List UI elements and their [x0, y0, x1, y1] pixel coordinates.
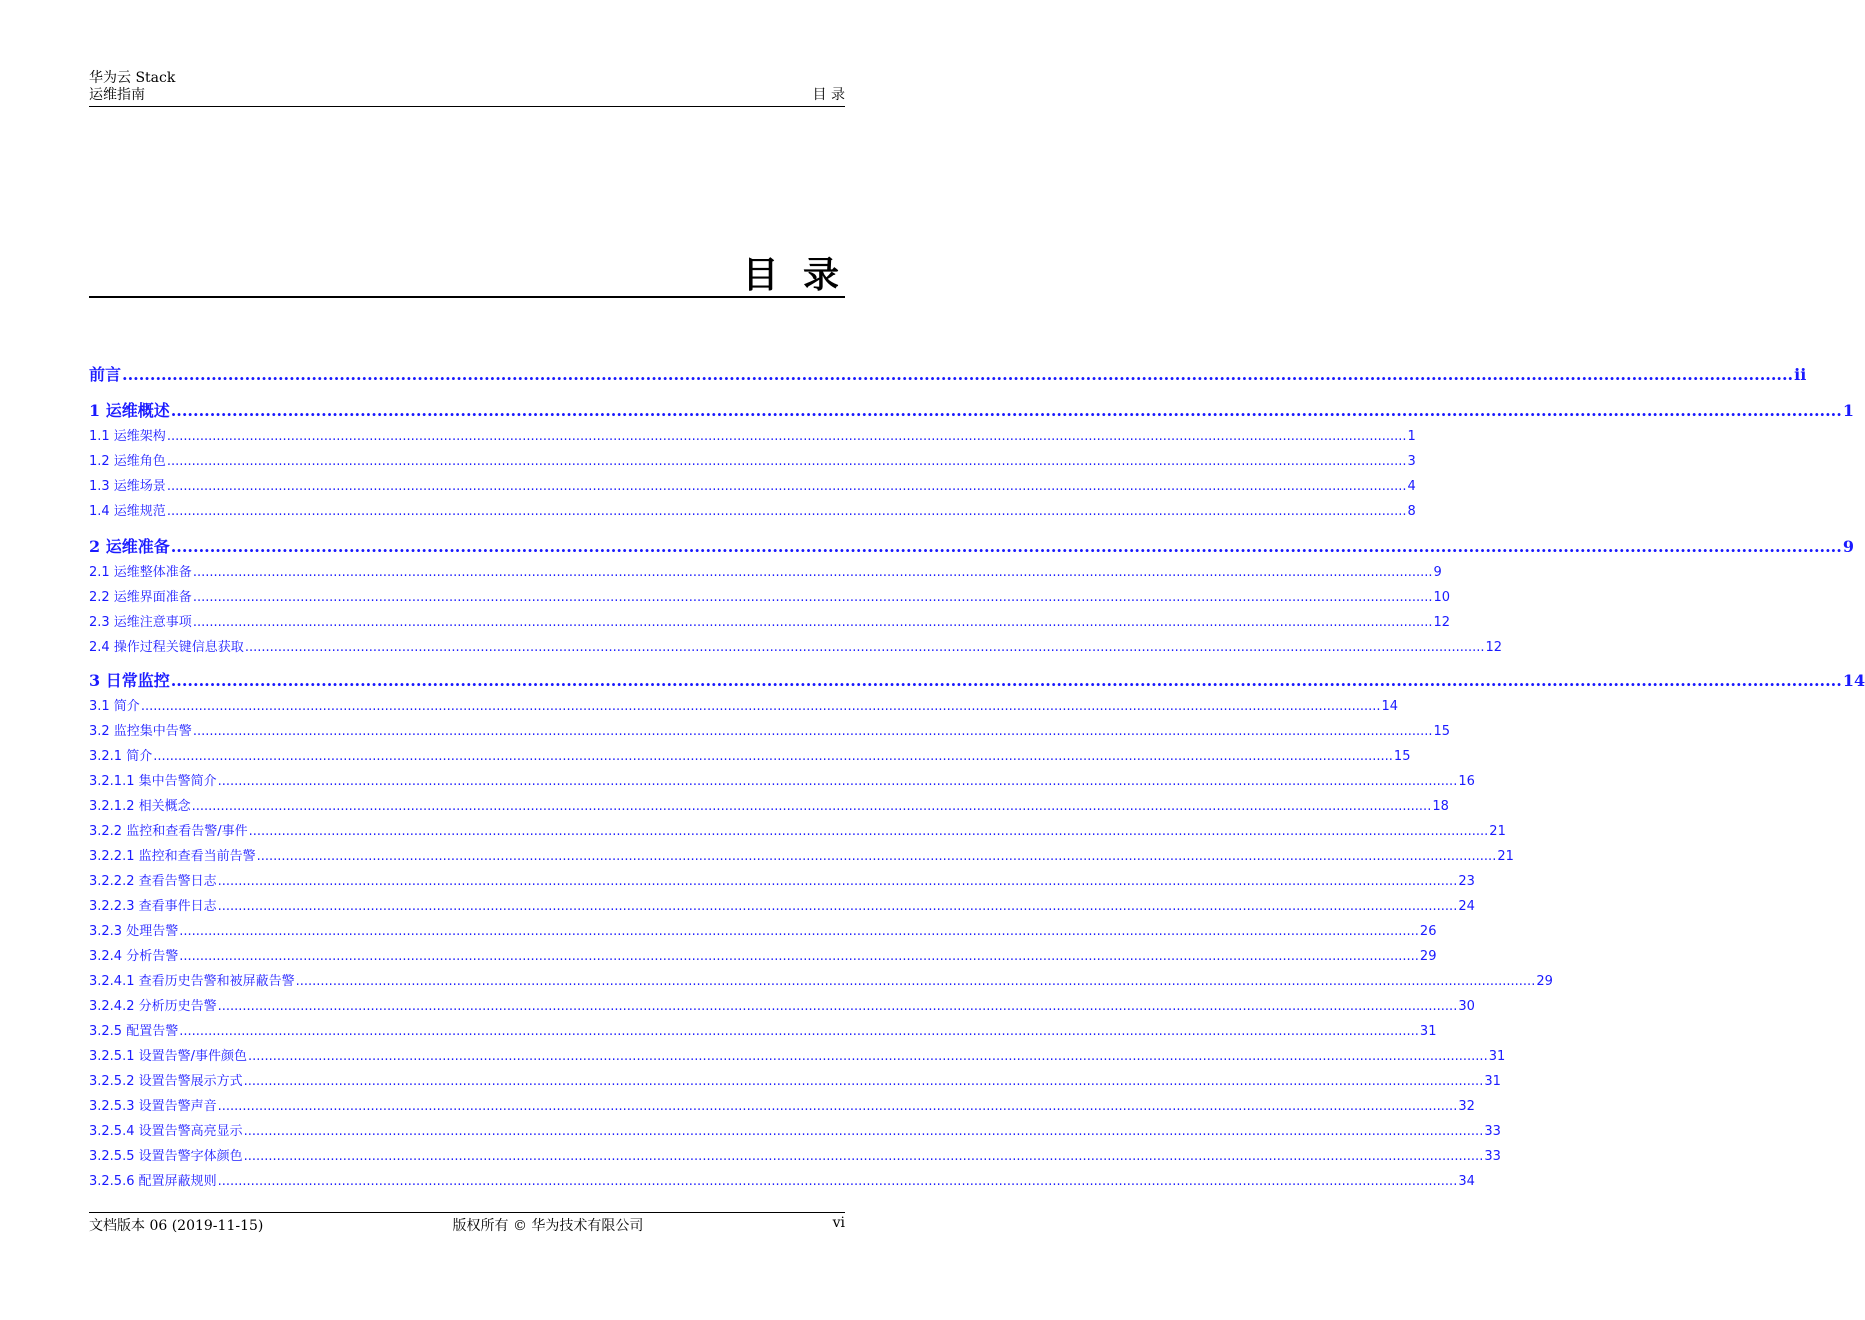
- toc-entry-label: 1.4 运维规范: [89, 504, 166, 519]
- toc-entry-label: 3 日常监控: [89, 671, 170, 690]
- toc-entry-label: 3.2.5.2 设置告警展示方式: [89, 1074, 243, 1089]
- toc-chapter-link[interactable]: [89, 668, 1865, 692]
- toc-entry-label: 3.1 简介: [89, 699, 140, 714]
- toc-page-number: 1: [1407, 429, 1416, 444]
- title-rule: [89, 296, 845, 298]
- toc-section-link[interactable]: [89, 611, 1451, 630]
- toc-page-number: 1: [1842, 401, 1854, 420]
- toc-leader-dots: ............................................................................................................................................................................................................................................................................................................: [166, 429, 1407, 444]
- toc-entry-label: 3.2.2.2 查看告警日志: [89, 874, 217, 889]
- toc-page-number: 9: [1433, 565, 1442, 580]
- toc-page-number: 15: [1433, 724, 1451, 739]
- header-product: 华为云 Stack: [89, 70, 176, 86]
- toc-leader-dots: ............................................................................................................................................................................................................................................................................................................: [166, 479, 1407, 494]
- toc-section-link[interactable]: [89, 425, 1416, 444]
- toc-section-link[interactable]: [89, 450, 1416, 469]
- toc-entry-label: 2.3 运维注意事项: [89, 615, 192, 630]
- toc-section-link[interactable]: [89, 870, 1475, 889]
- toc-leader-dots: ............................................................................................................................................................................................................................................................................................................: [248, 824, 1489, 839]
- toc-entry-label: 1.2 运维角色: [89, 454, 166, 469]
- toc-entry-label: 1 运维概述: [89, 401, 170, 420]
- toc-section-link[interactable]: [89, 945, 1437, 964]
- toc-entry-label: 2.2 运维界面准备: [89, 590, 192, 605]
- toc-entry-label: 3.2.5.4 设置告警高亮显示: [89, 1124, 243, 1139]
- toc-page-number: 21: [1497, 849, 1514, 864]
- toc-leader-dots: ............................................................................................................................................................................................................................................................................................................: [140, 699, 1381, 714]
- toc-leader-dots: ............................................................................................................................................................................................................................................................................................................: [217, 1174, 1458, 1189]
- toc-entry-label: 3.2.4 分析告警: [89, 949, 179, 964]
- toc-page-number: 31: [1419, 1024, 1437, 1039]
- toc-leader-dots: ............................................................................................................................................................................................................................................................................................................: [243, 1074, 1484, 1089]
- toc-leader-dots: ............................................................................................................................................................................................................................................................................................................: [192, 590, 1433, 605]
- toc-section-link[interactable]: [89, 1095, 1475, 1114]
- toc-leader-dots: ............................................................................................................................................................................................................................................................................................................: [217, 1099, 1458, 1114]
- toc-entry-label: 3.2.2.1 监控和查看当前告警: [89, 849, 256, 864]
- toc-section-link[interactable]: [89, 586, 1451, 605]
- toc-section-link[interactable]: [89, 845, 1514, 864]
- toc-page-number: 14: [1381, 699, 1399, 714]
- toc-entry-label: 3.2.2 监控和查看告警/事件: [89, 824, 248, 839]
- toc-entry-label: 3.2.1.1 集中告警简介: [89, 774, 217, 789]
- toc-section-link[interactable]: [89, 636, 1503, 655]
- toc-leader-dots: ............................................................................................................................................................................................................................................................................................................: [217, 874, 1458, 889]
- toc-page-number: 31: [1484, 1074, 1501, 1089]
- toc-leader-dots: ............................................................................................................................................................................................................................................................................................................: [192, 615, 1433, 630]
- toc-page-number: 15: [1393, 749, 1411, 764]
- header-doc-title: 运维指南: [89, 87, 145, 103]
- toc-page-number: 32: [1458, 1099, 1475, 1114]
- toc-leader-dots: ............................................................................................................................................................................................................................................................................................................: [170, 537, 1842, 556]
- toc-entry-label: 3.2.5.3 设置告警声音: [89, 1099, 217, 1114]
- toc-entry-label: 2.1 运维整体准备: [89, 565, 192, 580]
- toc-page-number: 16: [1458, 774, 1475, 789]
- toc-leader-dots: ............................................................................................................................................................................................................................................................................................................: [295, 974, 1536, 989]
- toc-section-link[interactable]: [89, 500, 1416, 519]
- toc-section-link[interactable]: [89, 895, 1475, 914]
- toc-section-link[interactable]: [89, 770, 1475, 789]
- toc-entry-label: 3.2.5.1 设置告警/事件颜色: [89, 1049, 247, 1064]
- toc-page-number: 4: [1407, 479, 1416, 494]
- toc-chapter-link[interactable]: [89, 398, 1854, 422]
- toc-section-link[interactable]: [89, 795, 1449, 814]
- toc-leader-dots: ............................................................................................................................................................................................................................................................................................................: [170, 401, 1842, 420]
- toc-section-link[interactable]: [89, 970, 1553, 989]
- toc-section-link[interactable]: [89, 475, 1416, 494]
- page-header: [89, 70, 845, 104]
- toc-page-number: 33: [1484, 1149, 1501, 1164]
- toc-leader-dots: ............................................................................................................................................................................................................................................................................................................: [243, 1124, 1484, 1139]
- toc-entry-label: 3.2.2.3 查看事件日志: [89, 899, 217, 914]
- toc-page-number: 29: [1536, 974, 1553, 989]
- toc-chapter-link[interactable]: [89, 534, 1854, 558]
- toc-leader-dots: ............................................................................................................................................................................................................................................................................................................: [179, 924, 1419, 939]
- toc-leader-dots: ............................................................................................................................................................................................................................................................................................................: [166, 454, 1407, 469]
- page-title: 目 录: [742, 255, 845, 296]
- toc-page-number: 12: [1433, 615, 1451, 630]
- toc-section-link[interactable]: [89, 1045, 1506, 1064]
- toc-page-number: 33: [1484, 1124, 1501, 1139]
- toc-entry-label: 2.4 操作过程关键信息获取: [89, 640, 244, 655]
- toc-entry-label: 2 运维准备: [89, 537, 170, 556]
- toc-entry-label: 3.2.1 简介: [89, 749, 153, 764]
- toc-leader-dots: ............................................................................................................................................................................................................................................................................................................: [256, 849, 1497, 864]
- toc-section-link[interactable]: [89, 820, 1506, 839]
- toc-page-number: 31: [1488, 1049, 1506, 1064]
- footer-version: 文档版本 06 (2019-11-15): [89, 1218, 264, 1234]
- footer-page-number: vi: [832, 1215, 845, 1231]
- toc-page-number: 12: [1485, 640, 1503, 655]
- toc-page-number: 14: [1842, 671, 1865, 690]
- toc-entry-label: 3.2.5.5 设置告警字体颜色: [89, 1149, 243, 1164]
- toc-page-number: 10: [1433, 590, 1451, 605]
- toc-section-link[interactable]: [89, 720, 1451, 739]
- toc-page-number: 23: [1458, 874, 1475, 889]
- page-footer: [89, 1212, 845, 1235]
- toc-leader-dots: ............................................................................................................................................................................................................................................................................................................: [217, 899, 1458, 914]
- toc-entry-label: 1.3 运维场景: [89, 479, 166, 494]
- toc-leader-dots: ............................................................................................................................................................................................................................................................................................................: [179, 1024, 1419, 1039]
- toc-entry-label: 3.2.4.1 查看历史告警和被屏蔽告警: [89, 974, 295, 989]
- toc-page-number: 21: [1489, 824, 1506, 839]
- header-section: 目 录: [812, 87, 845, 103]
- toc-entry-label: 3.2.3 处理告警: [89, 924, 179, 939]
- toc-page-number: 3: [1407, 454, 1416, 469]
- toc-page-number: 18: [1432, 799, 1449, 814]
- toc-section-link[interactable]: [89, 1020, 1437, 1039]
- toc-section-link[interactable]: [89, 995, 1475, 1014]
- toc-chapter-link[interactable]: [89, 362, 1807, 386]
- toc-section-link[interactable]: [89, 561, 1442, 580]
- toc-page-number: 8: [1407, 504, 1416, 519]
- header-rule: [89, 106, 845, 107]
- toc-leader-dots: ............................................................................................................................................................................................................................................................................................................: [192, 724, 1433, 739]
- toc-page-number: ii: [1794, 365, 1807, 384]
- footer-copyright: 版权所有 © 华为技术有限公司: [452, 1218, 644, 1234]
- toc-leader-dots: ............................................................................................................................................................................................................................................................................................................: [153, 749, 1393, 764]
- toc-page-number: 29: [1419, 949, 1437, 964]
- toc-entry-label: 3.2.1.2 相关概念: [89, 799, 191, 814]
- toc-section-link[interactable]: [89, 1070, 1501, 1089]
- toc-leader-dots: ............................................................................................................................................................................................................................................................................................................: [217, 774, 1458, 789]
- toc-leader-dots: ............................................................................................................................................................................................................................................................................................................: [166, 504, 1407, 519]
- toc-entry-label: 前言: [89, 365, 122, 384]
- toc-section-link[interactable]: [89, 745, 1411, 764]
- toc-entry-label: 3.2.5 配置告警: [89, 1024, 179, 1039]
- toc-section-link[interactable]: [89, 1120, 1501, 1139]
- toc-entry-label: 3.2.5.6 配置屏蔽规则: [89, 1174, 217, 1189]
- toc-section-link[interactable]: [89, 1145, 1501, 1164]
- toc-page-number: 30: [1458, 999, 1475, 1014]
- toc-page-number: 26: [1419, 924, 1437, 939]
- toc-entry-label: 3.2.4.2 分析历史告警: [89, 999, 217, 1014]
- toc-leader-dots: ............................................................................................................................................................................................................................................................................................................: [179, 949, 1419, 964]
- toc-page-number: 34: [1458, 1174, 1475, 1189]
- toc-page-number: 9: [1842, 537, 1854, 556]
- toc-leader-dots: ............................................................................................................................................................................................................................................................................................................: [217, 999, 1458, 1014]
- toc-section-link[interactable]: [89, 920, 1437, 939]
- toc-section-link[interactable]: [89, 695, 1399, 714]
- toc-entry-label: 1.1 运维架构: [89, 429, 166, 444]
- toc-entry-label: 3.2 监控集中告警: [89, 724, 192, 739]
- toc-leader-dots: ............................................................................................................................................................................................................................................................................................................: [122, 365, 1794, 384]
- toc-leader-dots: ............................................................................................................................................................................................................................................................................................................: [248, 1049, 1488, 1064]
- toc-leader-dots: ............................................................................................................................................................................................................................................................................................................: [243, 1149, 1484, 1164]
- toc-leader-dots: ............................................................................................................................................................................................................................................................................................................: [192, 565, 1433, 580]
- toc-leader-dots: ............................................................................................................................................................................................................................................................................................................: [170, 671, 1842, 690]
- toc-leader-dots: ............................................................................................................................................................................................................................................................................................................: [191, 799, 1432, 814]
- toc-leader-dots: ............................................................................................................................................................................................................................................................................................................: [244, 640, 1485, 655]
- toc-page-number: 24: [1458, 899, 1475, 914]
- toc-section-link[interactable]: [89, 1170, 1475, 1189]
